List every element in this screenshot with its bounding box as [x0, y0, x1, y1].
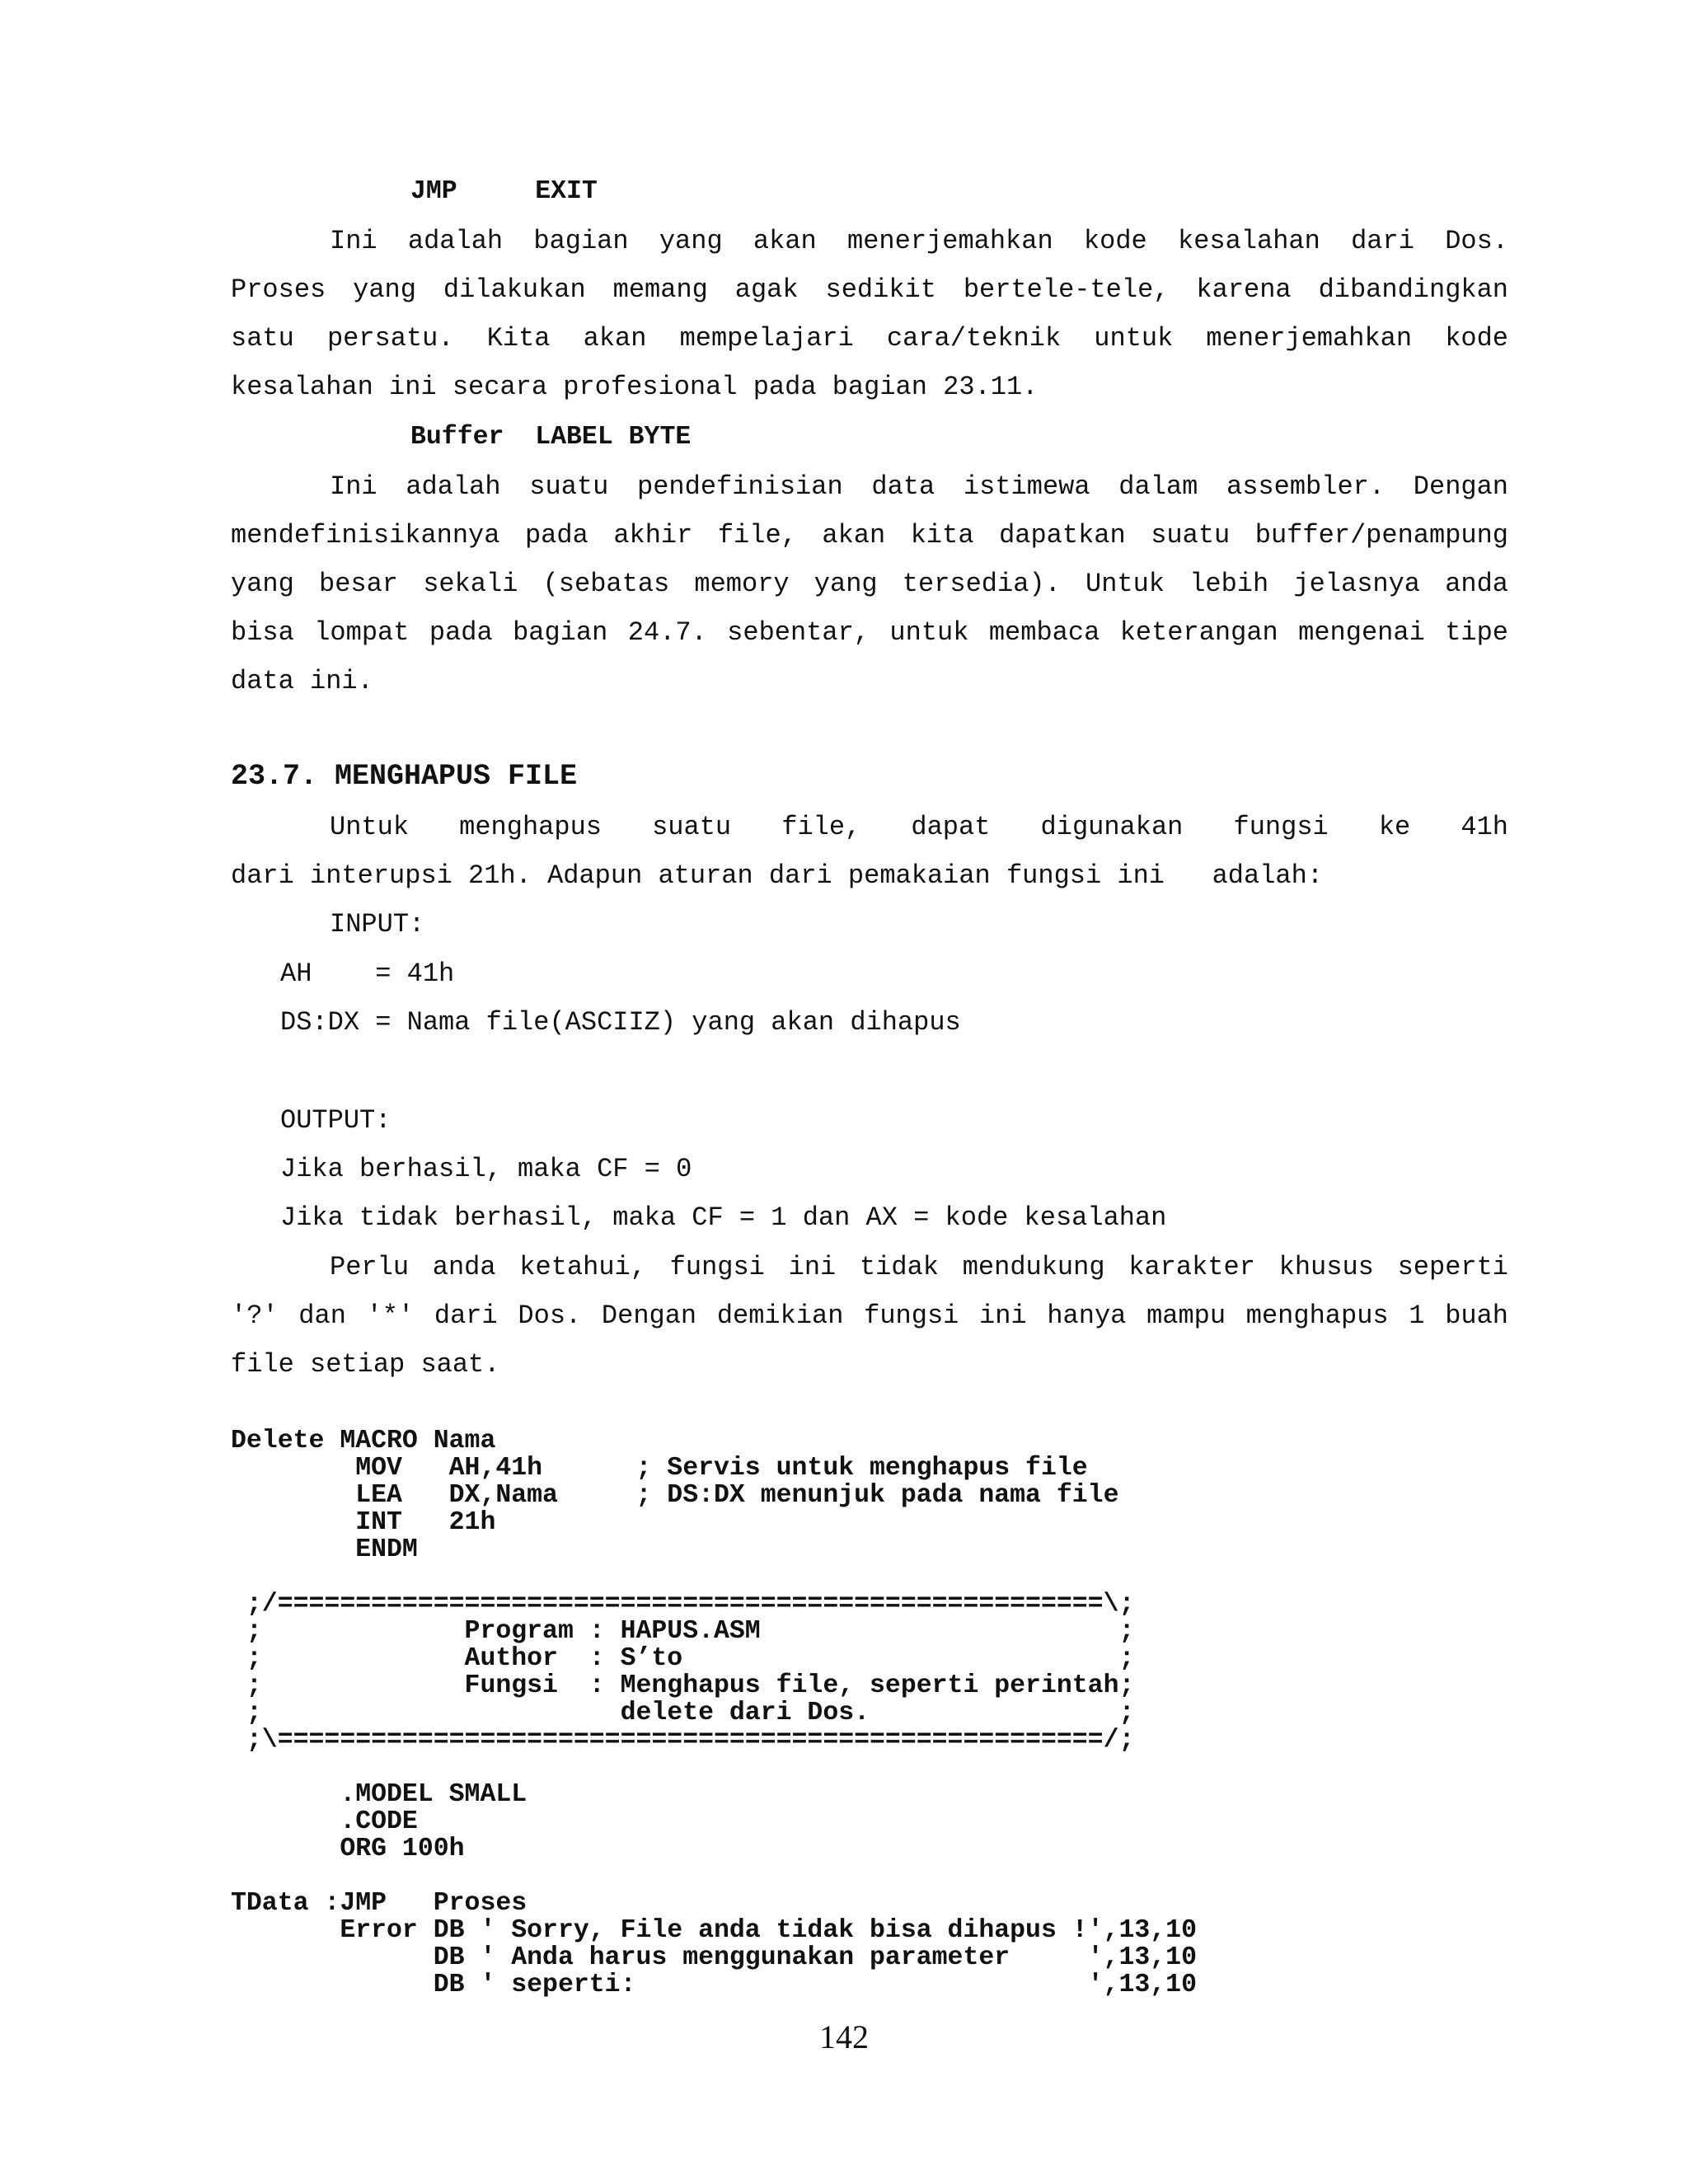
paragraph-line: kesalahan ini secara profesional pada bagian 23.11. — [231, 372, 1039, 402]
output-label: OUTPUT: — [280, 1105, 392, 1136]
code-line: LEA DX,Nama ; DS:DX menunjuk pada nama file — [231, 1481, 1119, 1510]
paragraph-line: dari interupsi 21h. Adapun aturan dari pemakaian fungsi ini adalah: — [231, 860, 1324, 891]
paragraph-line: yang besar sekali (sebatas memory yang tersedia). Untuk lebih jelasnya anda — [231, 569, 1508, 599]
paragraph-line: data ini. — [231, 666, 373, 696]
code-line: ;\=====================================================/; — [231, 1726, 1135, 1755]
code-line: Delete MACRO Nama — [231, 1427, 496, 1455]
page-number: 142 — [819, 2018, 869, 2055]
code-line: MOV AH,41h ; Servis untuk menghapus file — [231, 1454, 1088, 1483]
code-line: ORG 100h — [231, 1835, 465, 1863]
output-line: Jika berhasil, maka CF = 0 — [280, 1154, 692, 1184]
code-line: .MODEL SMALL — [231, 1780, 528, 1809]
section-heading: 23.7. MENGHAPUS FILE — [231, 760, 578, 793]
code-line: ; Program : HAPUS.ASM ; — [231, 1617, 1135, 1646]
paragraph-line: Proses yang dilakukan memang agak sedikit bertele-tele, karena dibandingkan — [231, 274, 1508, 305]
paragraph-line: Untuk menghapus suatu file, dapat digunakan fungsi ke 41h — [330, 812, 1508, 842]
code-line: DB ' Anda harus menggunakan parameter ',13,10 — [231, 1943, 1197, 1972]
code-line: ; delete dari Dos. ; — [231, 1699, 1135, 1727]
paragraph-line: Perlu anda ketahui, fungsi ini tidak mendukung karakter khusus seperti — [330, 1252, 1508, 1282]
code-line: ENDM — [231, 1535, 418, 1564]
code-line: INT 21h — [231, 1508, 496, 1537]
paragraph-line: bisa lompat pada bagian 24.7. sebentar, untuk membaca keterangan mengenai tipe — [231, 617, 1508, 648]
input-line: DS:DX = Nama file(ASCIIZ) yang akan dihapus — [280, 1007, 961, 1038]
paragraph-line: file setiap saat. — [231, 1349, 500, 1380]
paragraph-line: mendefinisikannya pada akhir file, akan kita dapatkan suatu buffer/penampung — [231, 520, 1508, 551]
code-line: Error DB ' Sorry, File anda tidak bisa dihapus !',13,10 — [231, 1916, 1197, 1945]
paragraph-line: satu persatu. Kita akan mempelajari cara/teknik untuk menerjemahkan kode — [231, 323, 1508, 354]
code-line-buffer: Buffer LABEL BYTE — [410, 423, 692, 452]
code-line-jmp-exit: JMP EXIT — [410, 177, 598, 206]
code-line: DB ' seperti: ',13,10 — [231, 1971, 1197, 1999]
code-line: .CODE — [231, 1807, 418, 1836]
paragraph-line: Ini adalah bagian yang akan menerjemahkan kode kesalahan dari Dos. — [330, 226, 1508, 256]
code-line: TData :JMP Proses — [231, 1889, 528, 1918]
paragraph-line: '?' dan '*' dari Dos. Dengan demikian fungsi ini hanya mampu menghapus 1 buah — [231, 1301, 1508, 1331]
paragraph-line: Ini adalah suatu pendefinisian data istimewa dalam assembler. Dengan — [330, 471, 1508, 502]
input-label: INPUT: — [330, 909, 425, 940]
code-line: ; Fungsi : Menghapus file, seperti perintah; — [231, 1671, 1135, 1700]
code-line: ; Author : S’to ; — [231, 1644, 1135, 1673]
code-line: ;/=====================================================\; — [231, 1590, 1135, 1619]
output-line: Jika tidak berhasil, maka CF = 1 dan AX = kode kesalahan — [280, 1202, 1167, 1233]
input-line: AH = 41h — [280, 958, 455, 989]
